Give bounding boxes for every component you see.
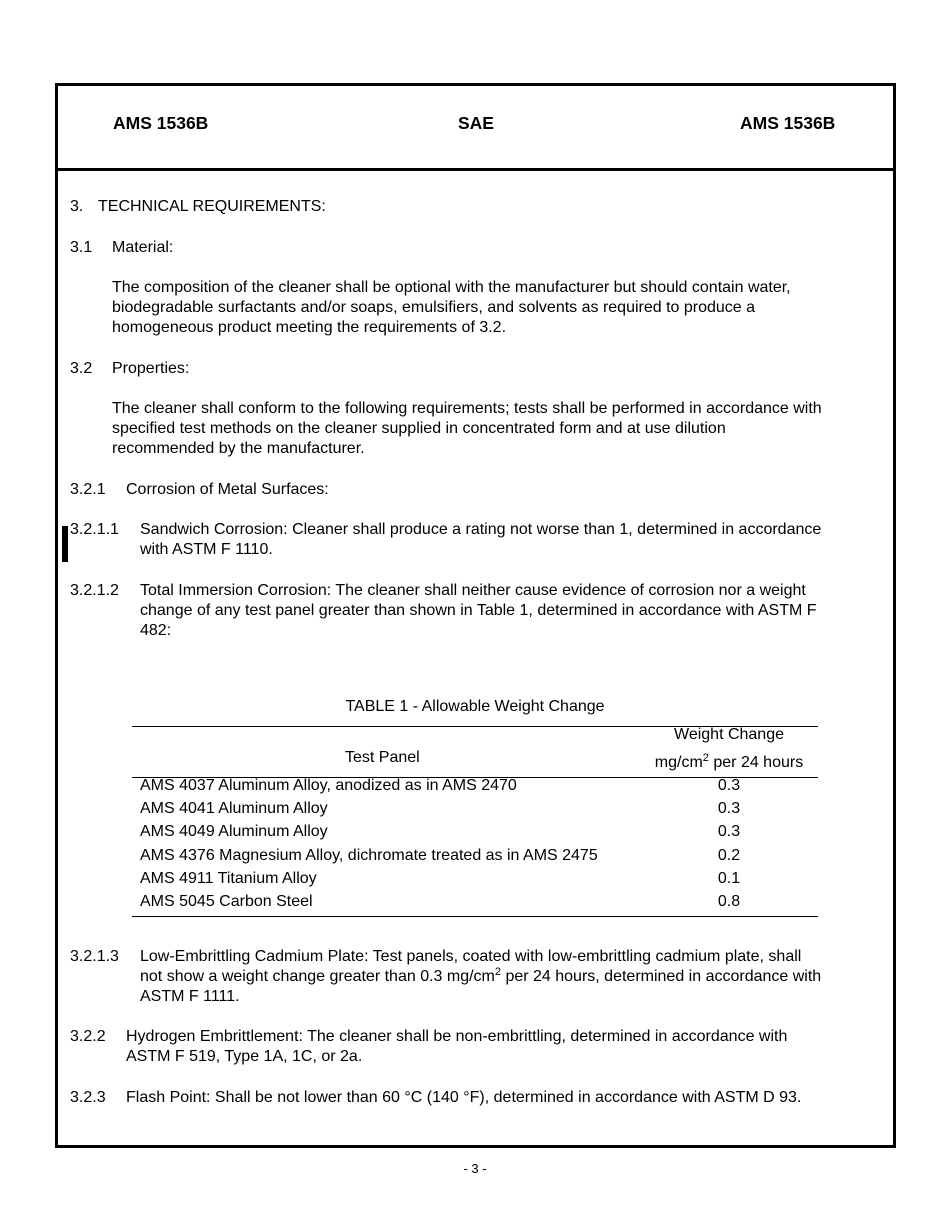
section-number: 3.1: [70, 239, 93, 256]
paragraph-line: Sandwich Corrosion: Cleaner shall produce a rating not worse than 1, determined in accordance: [140, 521, 822, 538]
revision-change-bar: [62, 526, 68, 562]
section-heading: Material:: [112, 239, 174, 256]
paragraph-line: 482:: [140, 622, 172, 639]
table-cell-value: 0.3: [717, 823, 741, 840]
paragraph-line: homogeneous product meeting the requirements of 3.2.: [112, 319, 507, 336]
table-cell-panel: AMS 4911 Titanium Alloy: [140, 870, 317, 887]
table-bottom-rule: [132, 916, 818, 917]
paragraph-line: change of any test panel greater than shown in Table 1, determined in accordance with ASTM F: [140, 602, 817, 619]
paragraph-line: recommended by the manufacturer.: [112, 440, 365, 457]
section-number: 3.2.2: [70, 1028, 106, 1045]
table-cell-value: 0.2: [717, 847, 741, 864]
section-number: 3.2.3: [70, 1089, 106, 1106]
paragraph-line: with ASTM F 1110.: [140, 541, 273, 558]
paragraph-line: specified test methods on the cleaner supplied in concentrated form and at use dilution: [112, 420, 726, 437]
table-cell-value: 0.8: [717, 893, 741, 910]
page-number: - 3 -: [463, 1161, 487, 1176]
table-header-test-panel: Test Panel: [345, 749, 420, 766]
section-number: 3.2.1.1: [70, 521, 119, 538]
table-cell-value: 0.3: [717, 800, 741, 817]
paragraph-line: Low-Embrittling Cadmium Plate: Test panels, coated with low-embrittling cadmium plate, shall: [140, 948, 802, 965]
table-cell-value: 0.1: [717, 870, 741, 887]
table-cell-panel: AMS 4049 Aluminum Alloy: [140, 823, 328, 840]
table-header-units: $mg/cm^2$ per 24 hours: [654, 752, 804, 771]
header-doc-id-right: AMS 1536B: [740, 113, 836, 133]
paragraph-line: ASTM F 1111.: [140, 988, 240, 1005]
paragraph-line: Flash Point: Shall be not lower than 60 °C (140 °F), determined in accordance with ASTM D 93.: [126, 1089, 802, 1106]
paragraph-line: ASTM F 519, Type 1A, 1C, or 2a.: [126, 1048, 363, 1065]
table-cell-value: 0.3: [717, 777, 741, 794]
header-doc-id-left: AMS 1536B: [113, 113, 209, 133]
table-cell-panel: AMS 5045 Carbon Steel: [140, 893, 313, 910]
section-number: 3.: [70, 198, 84, 215]
section-heading: TECHNICAL REQUIREMENTS:: [98, 198, 326, 215]
section-number: 3.2: [70, 360, 93, 377]
section-number: 3.2.1: [70, 481, 106, 498]
header-org: SAE: [458, 113, 494, 133]
table-title: TABLE 1 - Allowable Weight Change: [345, 698, 605, 715]
paragraph-line: not show a weight change greater than 0.3 $mg/cm^2$ per 24 hours, determined in accordance with: [140, 966, 822, 985]
section-number: 3.2.1.3: [70, 948, 119, 965]
section-number: 3.2.1.2: [70, 582, 119, 599]
paragraph-line: Total Immersion Corrosion: The cleaner shall neither cause evidence of corrosion nor a weight: [140, 582, 806, 599]
paragraph-line: Hydrogen Embrittlement: The cleaner shall be non-embrittling, determined in accordance with: [126, 1028, 788, 1045]
paragraph-line: biodegradable surfactants and/or soaps, emulsifiers, and solvents as required to produce a: [112, 299, 756, 316]
table-cell-panel: AMS 4037 Aluminum Alloy, anodized as in AMS 2470: [140, 777, 517, 794]
paragraph-line: The composition of the cleaner shall be optional with the manufacturer but should contain water,: [112, 279, 791, 296]
section-heading: Corrosion of Metal Surfaces:: [126, 481, 329, 498]
table-cell-panel: AMS 4376 Magnesium Alloy, dichromate treated as in AMS 2475: [140, 847, 598, 864]
table-cell-panel: AMS 4041 Aluminum Alloy: [140, 800, 328, 817]
page-header: [58, 86, 893, 171]
table-header-weight-change: Weight Change: [674, 726, 784, 743]
section-heading: Properties:: [112, 360, 190, 377]
paragraph-line: The cleaner shall conform to the following requirements; tests shall be performed in accordance with: [112, 400, 822, 417]
